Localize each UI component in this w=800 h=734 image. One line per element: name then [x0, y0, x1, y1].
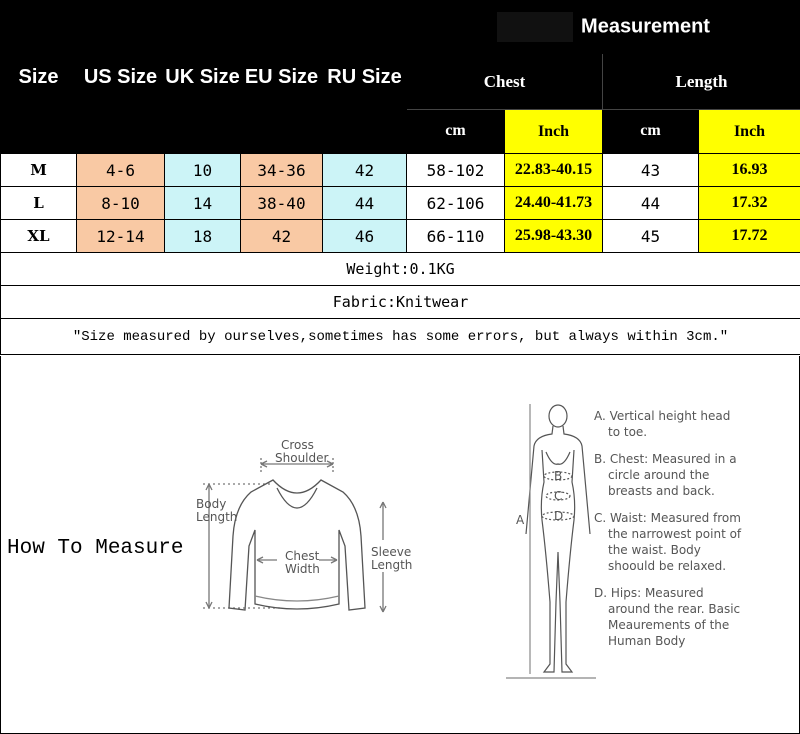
- weight-row: Weight:0.1KG: [1, 253, 800, 286]
- redaction-box: [497, 12, 573, 42]
- cell-eu: 42: [241, 220, 323, 253]
- cell-size: XL: [1, 220, 77, 253]
- size-chart-table: [0, 0, 800, 355]
- cell-chest-cm: 58-102: [407, 154, 505, 187]
- cell-us: 4-6: [77, 154, 165, 187]
- cell-chest-inch: 22.83-40.15: [505, 154, 603, 187]
- cell-us: 8-10: [77, 187, 165, 220]
- header-chest-cm: cm: [407, 110, 505, 154]
- body-label-c: C: [554, 489, 563, 503]
- sleeve-label-2: Length: [371, 558, 413, 572]
- cross-label-2: Shoulder: [275, 451, 329, 465]
- cell-size: L: [1, 187, 77, 220]
- cell-ru: 42: [323, 154, 407, 187]
- cell-eu: 34-36: [241, 154, 323, 187]
- cell-length-cm: 43: [603, 154, 699, 187]
- cell-length-inch: 16.93: [699, 154, 800, 187]
- cell-uk: 10: [165, 154, 241, 187]
- body-length-label-1: Body: [196, 497, 227, 511]
- cell-length-cm: 45: [603, 220, 699, 253]
- note-row: "Size measured by ourselves,sometimes has some errors, but always within 3cm.": [1, 319, 800, 355]
- cell-uk: 14: [165, 187, 241, 220]
- header-length: Length: [603, 54, 800, 110]
- how-to-measure-label: How To Measure: [7, 537, 184, 560]
- note-d: D. Hips: Measured around the rear. Basic Meaurements of the Human Body: [594, 586, 741, 648]
- cell-uk: 18: [165, 220, 241, 253]
- cell-size: M: [1, 154, 77, 187]
- cell-length-cm: 44: [603, 187, 699, 220]
- body-label-a: A: [516, 513, 525, 527]
- note-a: A. Vertical height head to toe.: [594, 409, 731, 439]
- chest-width-label-1: Chest: [285, 549, 320, 563]
- cell-ru: 46: [323, 220, 407, 253]
- cell-chest-cm: 62-106: [407, 187, 505, 220]
- cell-us: 12-14: [77, 220, 165, 253]
- sweater-diagram: [193, 436, 423, 636]
- header-length-inch: Inch: [699, 110, 800, 154]
- table-row: [1, 220, 800, 253]
- cell-chest-inch: 25.98-43.30: [505, 220, 603, 253]
- header-size: Size: [1, 1, 77, 154]
- body-length-label-2: Length: [196, 510, 238, 524]
- header-length-cm: cm: [603, 110, 699, 154]
- header-uk-size: UK Size: [165, 1, 241, 154]
- cell-chest-inch: 24.40-41.73: [505, 187, 603, 220]
- cell-length-inch: 17.32: [699, 187, 800, 220]
- table-row: [1, 154, 800, 187]
- fabric-row: Fabric:Knitwear: [1, 286, 800, 319]
- sleeve-label-1: Sleeve: [371, 545, 412, 559]
- how-to-measure-section: [0, 356, 800, 734]
- header-eu-size: EU Size: [241, 1, 323, 154]
- header-ru-size: RU Size: [323, 1, 407, 154]
- body-label-b: B: [554, 469, 563, 483]
- header-chest: Chest: [407, 54, 603, 110]
- cell-chest-cm: 66-110: [407, 220, 505, 253]
- cell-eu: 38-40: [241, 187, 323, 220]
- header-us-size: US Size: [77, 1, 165, 154]
- table-row: [1, 187, 800, 220]
- header-chest-inch: Inch: [505, 110, 603, 154]
- header-measurement: Measurement: [407, 1, 800, 54]
- body-label-d: D: [554, 509, 564, 523]
- body-figure-diagram: [506, 402, 596, 682]
- cross-label-1: Cross: [281, 438, 314, 452]
- note-c: C. Waist: Measured from the narrowest point of the waist. Body shoould be relaxed.: [594, 511, 742, 573]
- body-measure-notes: [594, 408, 744, 660]
- cell-ru: 44: [323, 187, 407, 220]
- cell-length-inch: 17.72: [699, 220, 800, 253]
- note-b: B. Chest: Measured in a circle around the breasts and back.: [594, 452, 737, 498]
- chest-width-label-2: Width: [285, 562, 320, 576]
